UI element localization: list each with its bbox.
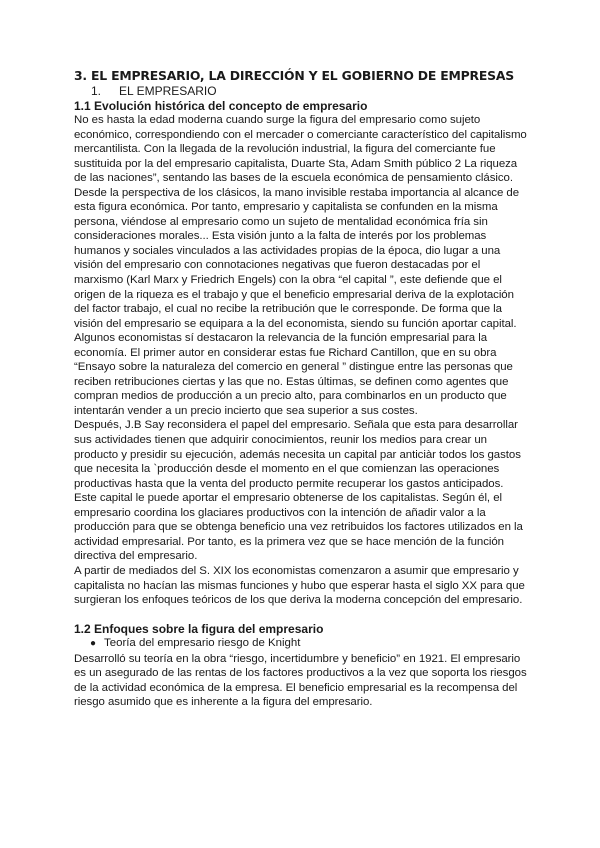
bullet-item-knight: [90, 636, 528, 652]
document-title: 3. EL EMPRESARIO, LA DIRECCIÓN Y EL GOBIERNO DE EMPRESAS: [74, 68, 514, 83]
list-heading-el-empresario: [91, 84, 528, 99]
paragraph: Algunos economistas sí destacaron la relevancia de la función empresarial para la economía. El primer autor en considerar estas fue Richard Cantillon, que en su obra “Ensayo sobre la naturaleza del comercio en general ” distingue entre las personas que reciben retribuciones ciertas y las que no. Estas últimas, se definen como agentes que compran medios de producción a un precio alto, para combinarlos en un producto que intentarán vender a un precio incierto que sea superior a sus costes.: [74, 332, 513, 417]
list-number: 1.: [91, 84, 102, 98]
section-heading-1-2: 1.2 Enfoques sobre la figura del empresario: [74, 621, 324, 636]
paragraph: No es hasta la edad moderna cuando surge la figura del empresario como sujeto económico, correspondiendo con el mercader o comerciante característico del capitalismo mercantilista. Con la llegada de la revolución industrial, la figura del comerciante fue sustituida por la del empresario capitalista, Duarte Sta, Adam Smith público 2 La riqueza de las naciones”, sentando las bases de la escuela económica de pensamiento clásico.: [74, 114, 527, 185]
paragraph: Desarrolló su teoría en la obra “riesgo, incertidumbre y beneficio” en 1921. El empresario es un asegurado de las rentas de los factores productivos a la vez que soporta los riesgos de la actividad económica de la empresa. El beneficio empresarial es la recompensa del riesgo asumido que es inherente a la figura del empresario.: [74, 652, 527, 709]
section-heading-1-1: 1.1 Evolución histórica del concepto de empresario: [74, 98, 368, 113]
paragraph: A partir de mediados del S. XIX los economistas comenzaron a asumir que empresario y capitalista no hacían las mismas funciones y hubo que esperar hasta el siglo XX para que surgieran los enfoques teóricos de los que deriva la moderna concepción del empresario.: [74, 564, 525, 607]
paragraph: Desde la perspectiva de los clásicos, la mano invisible restaba importancia al alcance de esta figura económica. Por tanto, empresario y capitalista se confunden en la misma persona, viéndose al empresario como un sujeto de mentalidad económica fría sin consideraciones morales... Esta visión junto a la falta de interés por los problemas humanos y sociales vinculados a las actividades propias de la época, dio lugar a una visión del empresario con connotaciones negativas que fueron destacadas por el marxismo (Karl Marx y Friedrich Engels) con la obra “el capital ”, este defiende que el origen de la riqueza es el trabajo y que el beneficio empresarial deriva de la explotación del factor trabajo, el cual no recibe la retribución que le corresponde. De forma que la visión del empresario se equipara a la del economista, siendo su función aportar capital.: [74, 186, 520, 330]
bullet-text: Teoría del empresario riesgo de Knight: [104, 637, 301, 650]
list-heading-label: EL EMPRESARIO: [119, 84, 217, 98]
paragraph: Después, J.B Say reconsidera el papel del empresario. Señala que esta para desarrollar sus actividades tienen que adquirir conocimientos, reunir los medios para crear un producto y presidir su ejecución, además necesita un capital par anticiàr todos los gastos que necesita la `producción desde el momento en el que comienzan las operaciones productivas hasta que la venta del producto permite recuperar los gastos anticipados. Este capital le puede aportar el empresario obtenerse de los capitalistas. Según él, el empresario coordina los glaciares productivos con la intención de añadir valor a la producción para que se obtenga beneficio una vez retribuidos los factores utilizados en la actividad empresarial. Por tanto, es la primera vez que se hace mención de la función directiva del empresario.: [74, 419, 523, 563]
bullet-icon: ●: [90, 638, 97, 650]
